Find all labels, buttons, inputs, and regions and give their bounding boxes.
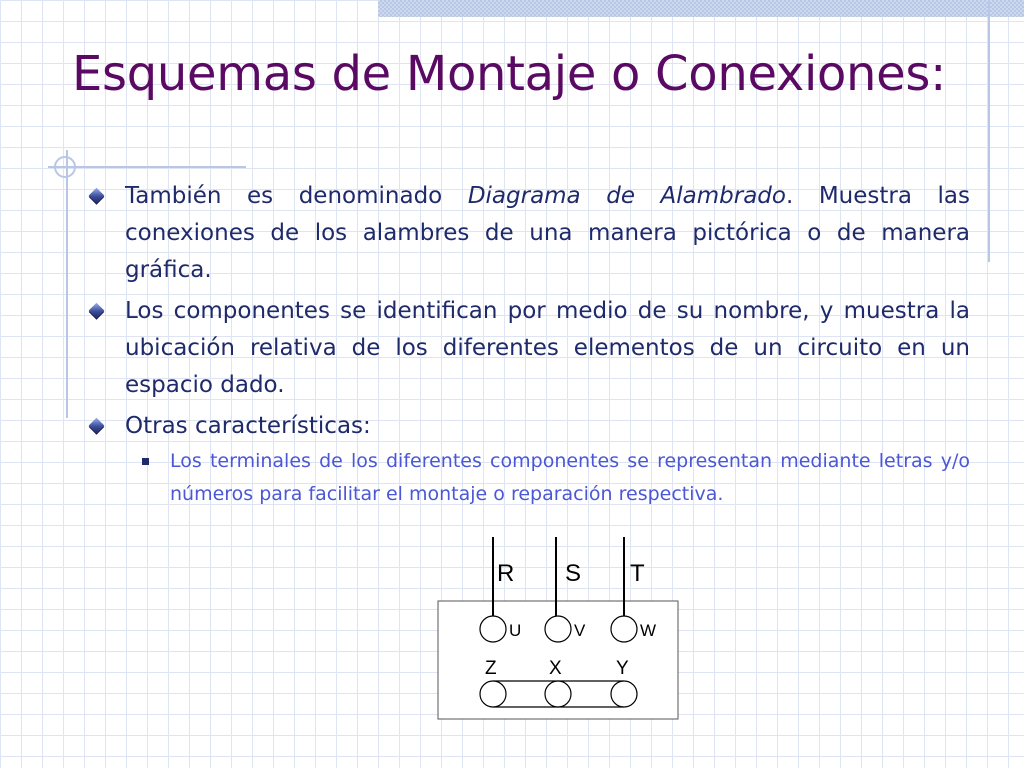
bullet-3-text: Otras características: [125,413,371,439]
label-x: X [549,658,562,679]
bullet-1-italic-term: Diagrama de Alambrado [467,183,786,209]
label-y: Y [616,658,629,679]
label-t: T [630,560,645,587]
terminal-z [480,681,506,707]
label-u: U [509,621,522,640]
sub-bullet-1-text: Los terminales de los diferentes componentes se representan mediante letras y/o números para facilitar el montaje o reparación respectiva. [170,450,970,505]
bullet-2-text: Los componentes se identifican por medio de su nombre, y muestra la ubicación relativa de los diferentes elementos de un circuito en un espacio dado. [125,298,970,398]
label-v: V [574,621,586,640]
bullet-1-text-after: . Muestra las conexiones de los alambres de una manera pictórica o de manera gráfica. [125,183,970,283]
label-z: Z [485,658,497,679]
bullet-1-text-before: También es denominado [125,183,468,209]
slide-title: Esquemas de Montaje o Conexiones: [72,46,946,102]
terminal-w [611,616,637,642]
terminal-v [545,616,571,642]
terminal-u [480,616,506,642]
label-r: R [497,560,515,587]
label-s: S [565,560,582,587]
label-w: W [640,621,657,640]
terminal-y [611,681,637,707]
terminal-x [545,681,571,707]
